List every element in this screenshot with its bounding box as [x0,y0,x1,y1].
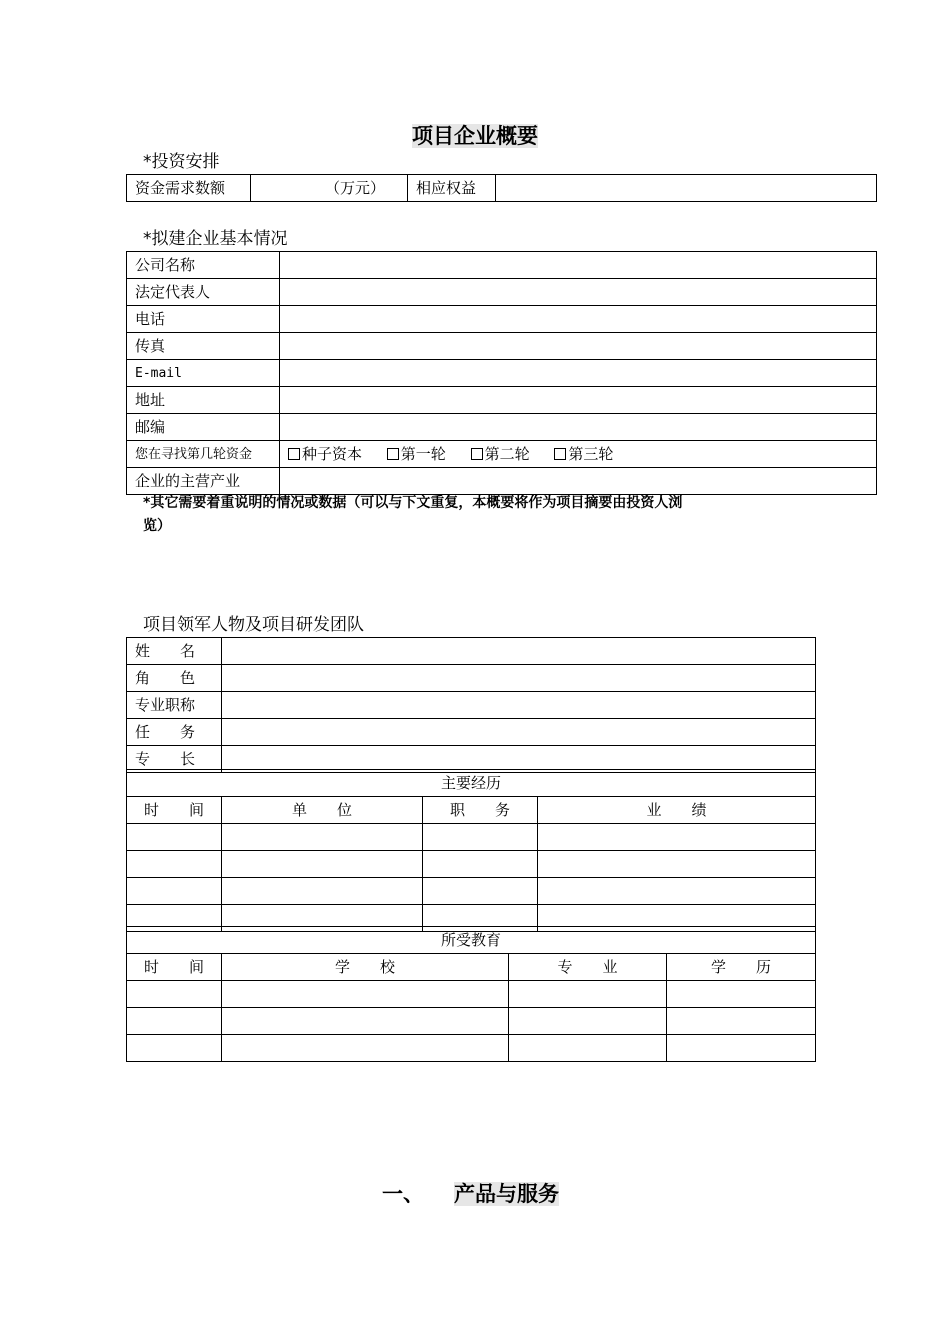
education-table [126,926,816,1062]
education-header-row [127,954,816,981]
company-row [127,306,877,333]
option-seed-label: 种子资本 [302,444,363,463]
phone-field[interactable] [280,306,877,333]
table-cell[interactable] [509,981,667,1008]
table-cell[interactable] [667,981,816,1008]
legal-rep-label: 法定代表人 [127,279,280,306]
duty-field[interactable] [222,719,816,746]
team-row [127,638,816,665]
amount-unit: （万元） [324,178,385,197]
role-label: 角 色 [127,665,222,692]
table-cell[interactable] [222,878,423,905]
team-row [127,665,816,692]
email-field[interactable] [280,360,877,387]
team-heading: 项目领军人物及项目研发团队 [143,615,364,635]
title-label: 专业职称 [127,692,222,719]
exp-col-position: 职 务 [423,797,538,824]
option-round-3-label: 第三轮 [568,444,614,463]
fax-field[interactable] [280,333,877,360]
email-label: E-mail [127,360,280,387]
table-cell[interactable] [667,1035,816,1062]
postcode-label: 邮编 [127,414,280,441]
company-row [127,468,877,495]
experience-heading-row [127,770,816,797]
main-industry-field[interactable] [280,468,877,495]
amount-field[interactable] [251,175,408,202]
edu-col-major: 专 业 [509,954,667,981]
table-cell[interactable] [127,851,222,878]
table-cell[interactable] [222,981,509,1008]
company-row [127,414,877,441]
table-cell[interactable] [127,981,222,1008]
table-cell[interactable] [667,1008,816,1035]
company-name-label: 公司名称 [127,252,280,279]
table-cell[interactable] [127,1035,222,1062]
table-row [127,878,816,905]
table-cell[interactable] [127,1008,222,1035]
checkbox-icon[interactable] [288,448,300,460]
edu-col-school: 学 校 [222,954,509,981]
checkbox-icon[interactable] [554,448,566,460]
checkbox-icon[interactable] [387,448,399,460]
title-field[interactable] [222,692,816,719]
company-row [127,279,877,306]
page-title [0,122,950,150]
name-label: 姓 名 [127,638,222,665]
exp-col-time: 时 间 [127,797,222,824]
section-title: 产品与服务 [454,1182,559,1206]
table-cell[interactable] [423,878,538,905]
experience-heading: 主要经历 [127,770,816,797]
table-row [127,824,816,851]
table-cell[interactable] [222,851,423,878]
table-cell[interactable] [538,878,816,905]
name-field[interactable] [222,638,816,665]
edu-col-time: 时 间 [127,954,222,981]
note-line-2: 览） [143,518,171,534]
funding-round-options [280,441,877,468]
company-row [127,387,877,414]
table-row [127,981,816,1008]
note-text [143,492,843,538]
table-cell[interactable] [127,824,222,851]
table-cell[interactable] [538,824,816,851]
checkbox-icon[interactable] [471,448,483,460]
note-line-1: *其它需要着重说明的情况或数据（可以与下文重复，本概要将作为项目摘要由投资人浏 [143,495,683,511]
table-cell[interactable] [538,851,816,878]
company-table [126,251,877,495]
investment-table [126,174,877,202]
company-row [127,333,877,360]
specialty-label: 专 长 [127,746,222,773]
duty-label: 任 务 [127,719,222,746]
funding-round-label: 您在寻找第几轮资金 [127,441,280,468]
option-round-1-label: 第一轮 [400,444,446,463]
equity-field[interactable] [496,175,877,202]
section-heading [382,1180,559,1208]
investment-heading: *投资安排 [143,152,220,172]
table-cell[interactable] [222,1008,509,1035]
phone-label: 电话 [127,306,280,333]
option-seed[interactable] [288,445,362,463]
company-name-field[interactable] [280,252,877,279]
legal-rep-field[interactable] [280,279,877,306]
exp-col-achievement: 业 绩 [538,797,816,824]
team-row [127,719,816,746]
experience-table [126,769,816,932]
team-info-table [126,637,816,773]
education-heading-row [127,927,816,954]
team-row [127,692,816,719]
main-industry-label: 企业的主营产业 [127,468,280,495]
page-title-text: 项目企业概要 [412,124,538,148]
edu-col-degree: 学 历 [667,954,816,981]
company-heading: *拟建企业基本情况 [143,229,288,249]
table-cell[interactable] [222,824,423,851]
table-cell[interactable] [509,1008,667,1035]
fax-label: 传真 [127,333,280,360]
company-row [127,252,877,279]
table-cell[interactable] [423,824,538,851]
address-field[interactable] [280,387,877,414]
address-label: 地址 [127,387,280,414]
investment-row [127,175,877,202]
option-round-2-label: 第二轮 [484,444,530,463]
table-row [127,1008,816,1035]
experience-header-row [127,797,816,824]
table-row [127,851,816,878]
option-round-1[interactable] [387,445,446,463]
table-cell[interactable] [127,878,222,905]
table-cell[interactable] [222,1035,509,1062]
postcode-field[interactable] [280,414,877,441]
education-heading: 所受教育 [127,927,816,954]
role-field[interactable] [222,665,816,692]
company-row [127,360,877,387]
table-row [127,1035,816,1062]
exp-col-org: 单 位 [222,797,423,824]
option-round-2[interactable] [471,445,530,463]
table-cell[interactable] [423,851,538,878]
amount-label: 资金需求数额 [127,175,251,202]
option-round-3[interactable] [554,445,613,463]
table-cell[interactable] [509,1035,667,1062]
equity-label: 相应权益 [408,175,496,202]
section-number: 一、 [382,1182,424,1206]
company-row [127,441,877,468]
